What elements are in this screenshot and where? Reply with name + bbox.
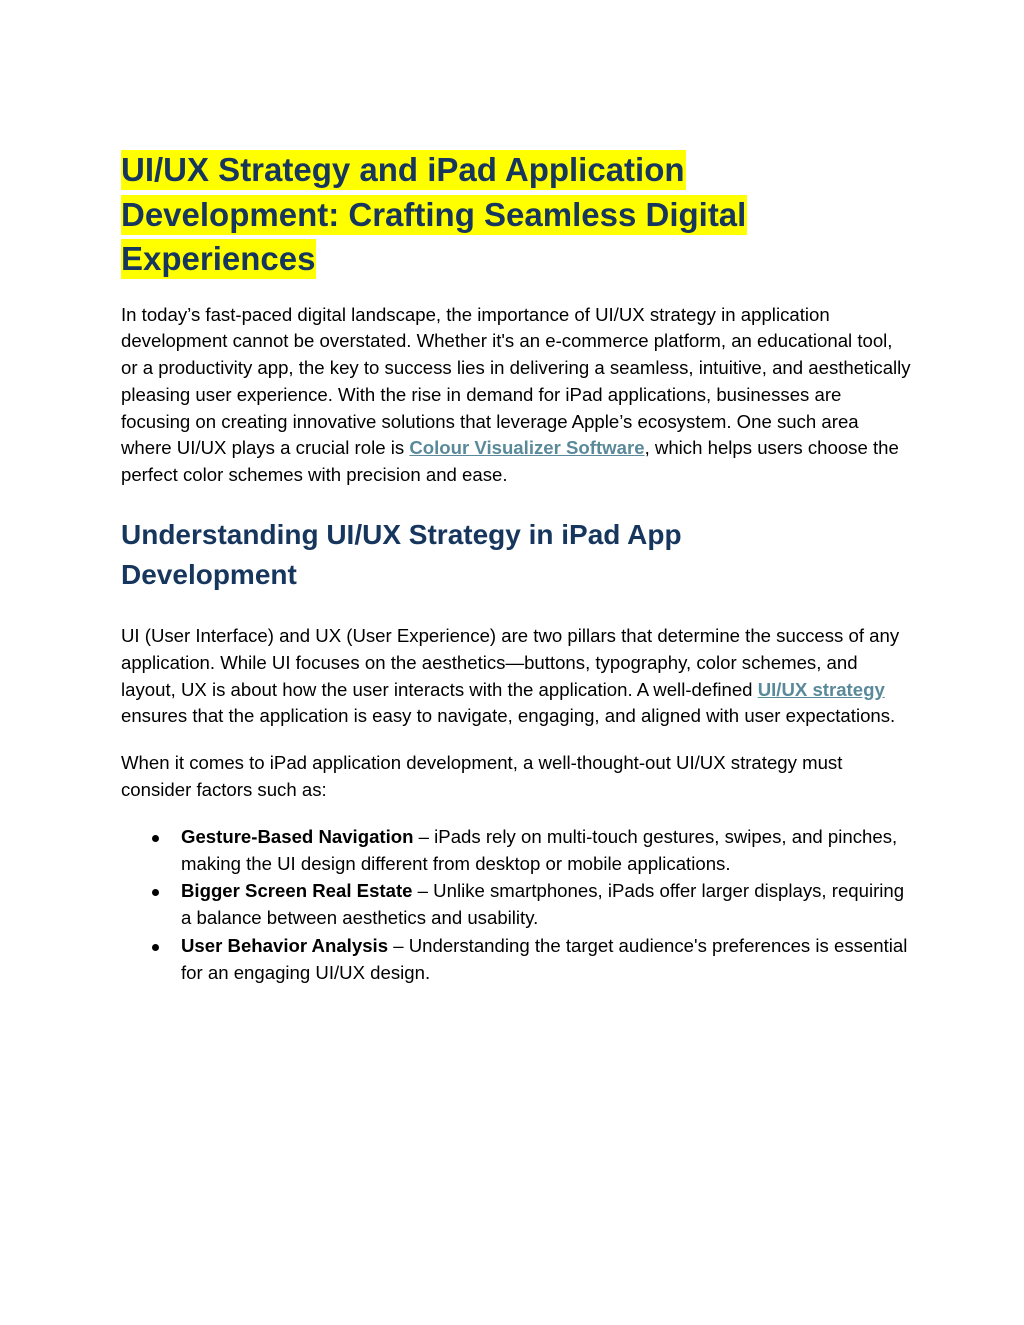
title-highlight-line-2: Development: Crafting Seamless Digital xyxy=(121,195,747,233)
colour-visualizer-software-link[interactable]: Colour Visualizer Software xyxy=(409,437,645,459)
intro-text-before-link: In today’s fast-paced digital landscape, the importance of UI/UX strategy in application development cannot be overstated. Whether it's an e-commerce platform, an educational tool, or a productivity app, the key to success lies in delivering a seamless, intuitive, and aesthetically pleasing user experience. With the rise in demand for iPad applications, businesses are focusing on creating innovative solutions that leverage Apple’s ecosystem. One such area where UI/UX plays a crucial role is xyxy=(121,303,911,459)
factor-description: – iPads rely on multi-touch gestures, swipes, and pinches, making the UI design different from desktop or mobile applications. xyxy=(181,825,898,874)
section-heading-line-1: Understanding UI/UX Strategy in iPad App xyxy=(121,519,682,551)
factor-term: Bigger Screen Real Estate xyxy=(181,880,413,902)
factors-list xyxy=(121,824,911,987)
bullet-icon xyxy=(152,889,159,896)
bullet-icon xyxy=(152,835,159,842)
ui-text-before-link: UI (User Interface) and UX (User Experience) are two pillars that determine the success of any application. While UI focuses on the aesthetics—buttons, typography, color schemes, and layout, UX is about how the user interacts with the application. A well-defined xyxy=(121,625,900,700)
factor-term: Gesture-Based Navigation xyxy=(181,825,414,847)
intro-text-after-link: , which helps users choose the perfect color schemes with precision and ease. xyxy=(121,437,899,486)
list-item xyxy=(121,878,911,932)
factor-description: – Unlike smartphones, iPads offer larger displays, requiring a balance between aesthetics and usability. xyxy=(181,880,905,929)
title-highlight-line-1: UI/UX Strategy and iPad Application xyxy=(121,151,685,188)
ui-text-after-link: ensures that the application is easy to navigate, engaging, and aligned with user expectations. xyxy=(121,705,896,727)
section-heading-line-2: Development xyxy=(121,559,297,591)
factors-intro-paragraph: When it comes to iPad application development, a well-thought-out UI/UX strategy must consider factors such as: xyxy=(121,752,843,801)
ui-ux-strategy-link[interactable]: UI/UX strategy xyxy=(757,678,885,700)
factor-description: – Understanding the target audience's preferences is essential for an engaging UI/UX design. xyxy=(181,935,908,983)
list-item xyxy=(121,824,911,878)
section-heading xyxy=(121,515,911,595)
title-highlight-line-3: Experiences xyxy=(121,240,316,277)
ui-ux-paragraph xyxy=(121,623,911,730)
list-item xyxy=(121,933,911,987)
document-page xyxy=(121,148,911,988)
intro-paragraph xyxy=(121,302,911,490)
article-title xyxy=(121,148,911,282)
bullet-icon xyxy=(152,944,159,951)
factor-term: User Behavior Analysis xyxy=(181,935,389,957)
